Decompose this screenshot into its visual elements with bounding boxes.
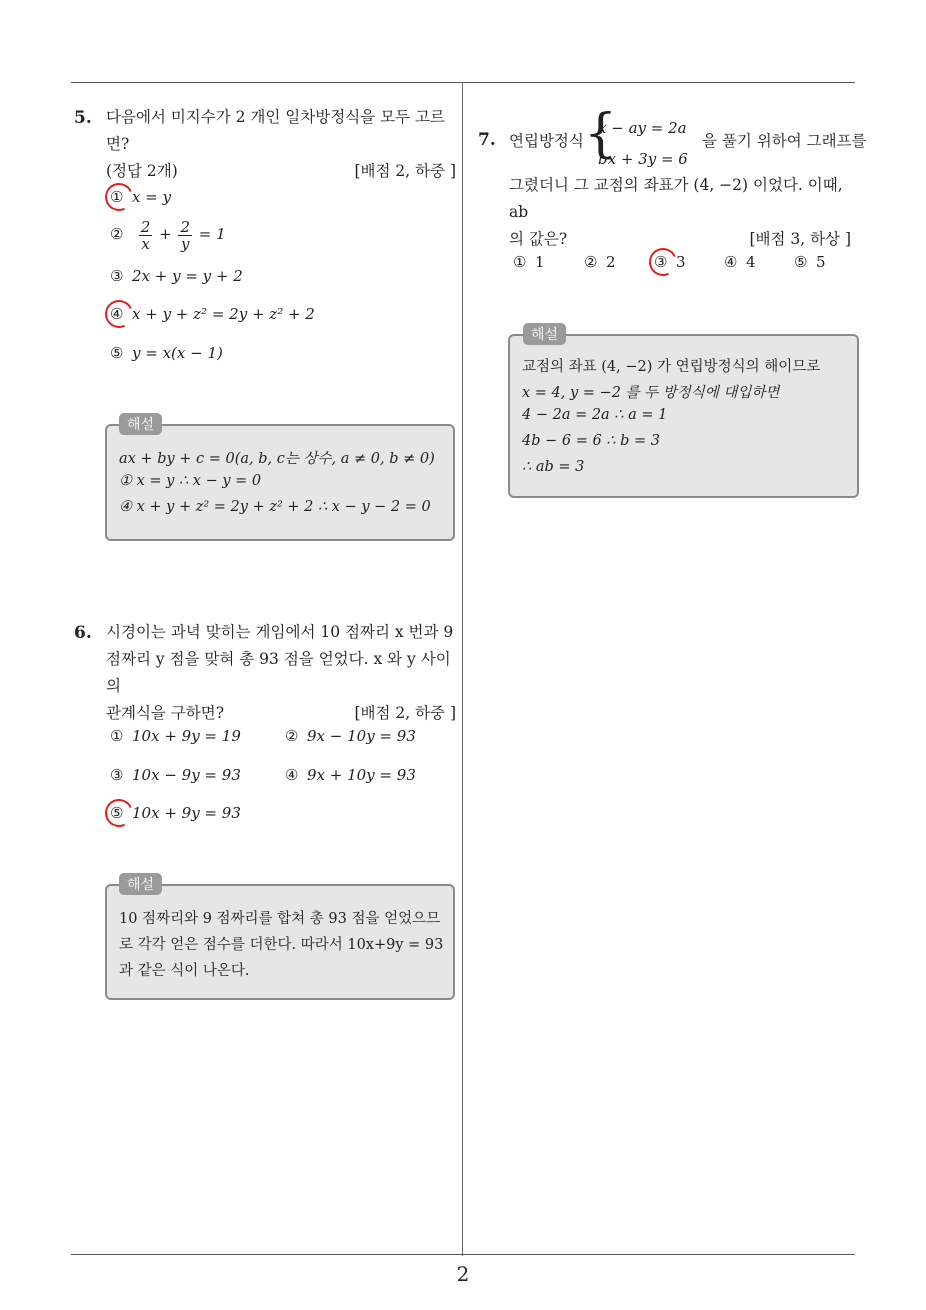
solution-line: 10 점짜리와 9 점짜리를 합쳐 총 93 점을 얻었으므 bbox=[119, 911, 441, 927]
choice-1[interactable]: ① x = y bbox=[110, 188, 172, 206]
solution-line: ① x = y ∴ x − y = 0 bbox=[119, 473, 262, 489]
question-line: (정답 2개) bbox=[106, 162, 178, 180]
score-meta: [배점 2, 하중 ] bbox=[354, 704, 456, 722]
question-number: 6. bbox=[74, 623, 92, 643]
solution-tag: 해설 bbox=[523, 323, 566, 345]
question-number: 7. bbox=[478, 130, 496, 150]
question-text bbox=[106, 104, 456, 185]
score-meta: [배점 3, 하상 ] bbox=[749, 230, 851, 248]
solution-line: 로 각각 얻은 점수를 더한다. 따라서 10x+9y = 93 bbox=[119, 937, 444, 953]
fraction: $\frac{2}{x}$ bbox=[140, 217, 151, 253]
choice-4[interactable]: ④ 4 bbox=[724, 253, 756, 271]
choice-2[interactable]: ② $\frac{2}{x}$ + $\frac{2}{y}$ = 1 bbox=[110, 217, 226, 253]
choice-2[interactable]: ② 2 bbox=[584, 253, 616, 271]
solution-line: 4 − 2a = 2a ∴ a = 1 bbox=[522, 407, 668, 423]
system-equation-1: x − ay = 2a bbox=[598, 119, 687, 137]
choice-2[interactable]: ② 9x − 10y = 93 bbox=[285, 727, 416, 745]
fraction: $\frac{2}{y}$ bbox=[180, 217, 191, 253]
system-brace: { bbox=[584, 104, 618, 164]
question-line: 관계식을 구하면? bbox=[106, 704, 225, 722]
choice-4[interactable]: ④ 9x + 10y = 93 bbox=[285, 766, 416, 784]
choice-3[interactable]: ③ 3 bbox=[654, 253, 686, 271]
choice-5[interactable]: ⑤ 10x + 9y = 93 bbox=[110, 804, 241, 822]
choice-5[interactable]: ⑤ y = x(x − 1) bbox=[110, 344, 223, 362]
choice-5[interactable]: ⑤ 5 bbox=[794, 253, 826, 271]
choice-3[interactable]: ③ 10x − 9y = 93 bbox=[110, 766, 241, 784]
question-number: 5. bbox=[74, 108, 92, 128]
choice-1[interactable]: ① 10x + 9y = 19 bbox=[110, 727, 241, 745]
answer-circle-mark bbox=[101, 795, 137, 831]
question-prefix: 연립방정식 bbox=[509, 132, 584, 150]
bottom-rule bbox=[71, 1254, 855, 1255]
solution-line: ④ x + y + z² = 2y + z² + 2 ∴ x − y − 2 = 0 bbox=[119, 499, 431, 515]
question-suffix: 을 풀기 위하여 그래프를 bbox=[702, 132, 867, 150]
solution-line: x = 4, y = −2 를 두 방정식에 대입하면 bbox=[522, 385, 780, 401]
question-line: 다음에서 미지수가 2 개인 일차방정식을 모두 고르면? bbox=[106, 108, 445, 153]
solution-tag: 해설 bbox=[119, 873, 162, 895]
top-rule bbox=[71, 82, 855, 83]
answer-circle-mark bbox=[101, 296, 137, 332]
choice-1[interactable]: ① 1 bbox=[513, 253, 545, 271]
solution-line: 4b − 6 = 6 ∴ b = 3 bbox=[522, 433, 661, 449]
score-meta: [배점 2, 하중 ] bbox=[354, 162, 456, 180]
choice-4[interactable]: ④ x + y + z² = 2y + z² + 2 bbox=[110, 305, 315, 323]
solution-line: 교점의 좌표 (4, −2) 가 연립방정식의 해이므로 bbox=[522, 359, 821, 375]
question-line: 그렸더니 그 교점의 좌표가 (4, −2) 이었다. 이때, ab bbox=[509, 176, 843, 221]
question-line: 의 값은? bbox=[509, 230, 568, 248]
system-equation-2: bx + 3y = 6 bbox=[598, 150, 688, 168]
question-line: 점짜리 y 점을 맞혀 총 93 점을 얻었다. x 와 y 사이의 bbox=[106, 650, 451, 695]
solution-tag: 해설 bbox=[119, 413, 162, 435]
page-number: 2 bbox=[456, 1262, 470, 1286]
column-divider bbox=[462, 82, 463, 1256]
solution-line: ∴ ab = 3 bbox=[522, 459, 585, 475]
question-text bbox=[509, 172, 859, 253]
question-line: 시경이는 과녁 맞히는 게임에서 10 점짜리 x 번과 9 bbox=[106, 623, 454, 641]
solution-line: ax + by + c = 0(a, b, c는 상수, a ≠ 0, b ≠ 0) bbox=[119, 451, 435, 467]
solution-line: 과 같은 식이 나온다. bbox=[119, 963, 250, 979]
choice-3[interactable]: ③ 2x + y = y + 2 bbox=[110, 267, 243, 285]
question-text bbox=[106, 619, 456, 727]
